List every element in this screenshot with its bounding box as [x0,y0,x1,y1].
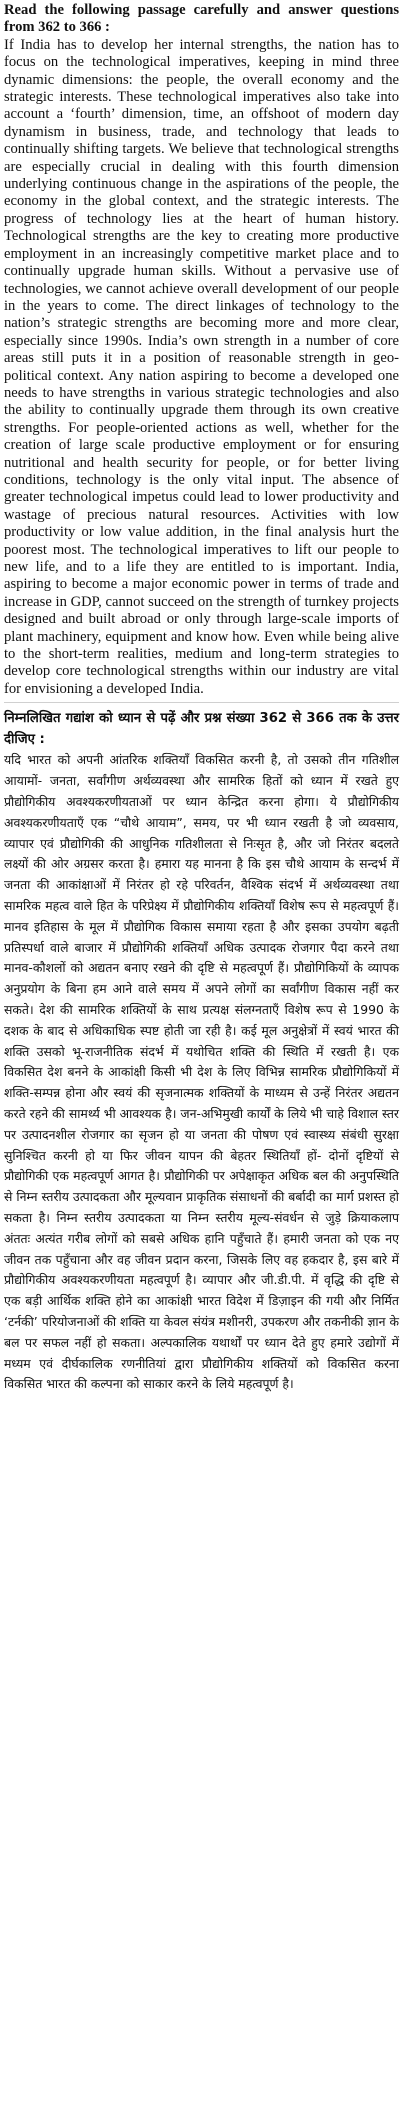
english-instruction-heading: Read the following passage carefully and answer questions from 362 to 366 : [4,2,399,36]
hindi-section [4,709,399,1395]
english-section [4,2,399,698]
passage-page [4,0,399,1395]
hindi-passage: यदि भारत को अपनी आंतरिक शक्तियाँ विकसित करनी है, तो उसको तीन गतिशील आयामों- जनता, सर्वांगीण अर्थव्यवस्था और सामरिक हितों को ध्यान में रखते हुए प्रौद्योगिकीय अवश्यकरणीयताओं पर ध्यान केन्द्रित करना होगा। ये प्रौद्योगिकीय अवश्यकरणीयताएँ एक “चौथे आयाम”, समय, पर भी ध्यान रखती है जो व्यवसाय, व्यापार एवं प्रौद्योगिकी की आधुनिक गतिशीलता से निःसृत है, और जो निरंतर बदलते लक्ष्यों की ओर अग्रसर करता है। हमारा यह मानना है कि इस चौथे आयाम के सन्दर्भ में जनता की आकांक्षाओं में निरंतर हो रहे परिवर्तन, वैश्विक संदर्भ में अर्थव्यवस्था तथा सामरिक महत्व वाले हित के परिप्रेक्ष्य में प्रौद्योगिकीय शक्तियाँ विशेष रूप से महत्वपूर्ण हैं। मानव इतिहास के मूल में प्रौद्योगिक विकास समाया रहता है और इसका उपयोग बढ़ती प्रतिस्पर्धा वाले बाजार में प्रौद्योगिकी शक्तियाँ अधिक उत्पादक रोजगार पैदा करने तथा मानव-कौशलों को अद्यतन बनाए रखने की दृष्टि से महत्वपूर्ण हैं। प्रौद्योगिकियों के व्यापक अनुप्रयोग के बिना हम आने वाले समय में अपने लोगों का सर्वांगीण विकास नहीं कर सकते। देश की सामरिक शक्तियों के साथ प्रत्यक्ष संलग्नताएँ विशेष रूप से 1990 के दशक के बाद से अधिकाधिक स्पष्ट होती जा रही है। कई मूल अनुक्षेत्रों में स्वयं भारत की शक्ति उसको भू-राजनीतिक संदर्भ में यथोचित शक्ति की स्थिति में रखती है। एक विकसित देश बनने के आकांक्षी किसी भी देश के लिए विभिन्न सामरिक प्रौद्योगिकियों में शक्ति-सम्पन्न होना और स्वयं की सृजनात्मक शक्तियों के माध्यम से उन्हें निरंतर अद्यतन करते रहने की सामर्थ्य भी आवश्यक है। जन-अभिमुखी कार्यों के लिये भी चाहे विशाल स्तर पर उत्पादनशील रोजगार का सृजन हो या जनता की पोषण एवं स्वास्थ्य संबंधी सुरक्षा सुनिश्चित करनी हो या फिर जीवन यापन की बेहतर स्थितियाँ हों- दोनों दृष्टियों से प्रौद्योगिकी एक महत्वपूर्ण आगत है। प्रौद्योगिकी पर अपेक्षाकृत अधिक बल की अनुपस्थिति से निम्न स्तरीय उत्पादकता और मूल्यवान प्राकृतिक संसाधनों की बर्बादी का मार्ग प्रशस्त हो सकता है। निम्न स्तरीय उत्पादकता या निम्न स्तरीय मूल्य-संवर्धन से जुड़े क्रियाकलाप अंततः अत्यंत गरीब लोगों को सबसे अधिक हानि पहुँचाते हैं। हमारी जनता को एक नए जीवन तक पहुँचाना और वह जीवन प्रदान करना, जिसके लिए वह हकदार है, इस बारे में प्रौद्योगिकीय अवश्यकरणीयता महत्वपूर्ण है। व्यापार और जी.डी.पी. में वृद्धि की दृष्टि से एक बड़ी आर्थिक शक्ति होने का आकांक्षी भारत विदेश में डिज़ाइन की गयी और निर्मित ‘टर्नकी’ परियोजनाओं की शक्ति या केवल संयंत्र मशीनरी, उपकरण और तकनीकी ज्ञान के बल पर सफल नहीं हो सकता। अल्पकालिक यथार्थों पर ध्यान देते हुए हमारे उद्योगों में मध्यम एवं दीर्घकालिक रणनीतियां द्वारा प्रौद्योगिकीय शक्तियों को विकसित करना विकसित भारत की कल्पना को साकार करने के लिये महत्वपूर्ण है। [4,752,399,1392]
section-divider [4,702,399,703]
english-passage: If India has to develop her internal strengths, the nation has to focus on the technological imperatives, keeping in mind three dynamic dimensions: the people, the overall economy and the strategic interests. These technological imperatives also take into account a ‘fourth’ dimension, time, an offshoot of modern day dynamism in business, trade, and technology that leads to continually shifting targets. We believe that technological strengths are especially crucial in dealing with this fourth dimension underlying continuous change in the aspirations of the people, the economy in the global context, and the strategic interests. The progress of technology lies at the heart of human history. Technological strengths are the key to creating more productive employment in an increasingly competitive market place and to continually upgrade human skills. Without a pervasive use of technologies, we cannot achieve overall development of our people in the years to come. The direct linkages of technology to the nation’s strategic strengths are becoming more and more clear, especially since 1990s. India’s own strength in a number of core areas still puts it in a position of reasonable strength in geo-political context. Any nation aspiring to become a developed one needs to have strengths in various strategic technologies and also the ability to continually upgrade them through its own creative strengths. For people-oriented actions as well, whether for the creation of large scale productive employment or for ensuring nutritional and health security for people, or for better living conditions, technology is the only vital input. The absence of greater technological impetus could lead to lower productivity and wastage of precious natural resources. Activities with low productivity or low value addition, in the final analysis hurt the poorest most. The technological imperatives to lift our people to new life, and to a life they are entitled to is important. India, aspiring to become a major economic power in terms of trade and increase in GDP, cannot succeed on the strength of turnkey projects designed and built abroad or only through large-scale imports of plant machinery, equipment and know how. Even while being alive to the short-term realities, medium and long-term strategies to develop core technological strengths within our industry are vital for envisioning a developed India. [4,36,399,697]
hindi-instruction-heading: निम्नलिखित गद्यांश को ध्यान से पढ़ें और प्रश्न संख्या 362 से 366 तक के उत्तर दीजिए : [4,711,399,747]
